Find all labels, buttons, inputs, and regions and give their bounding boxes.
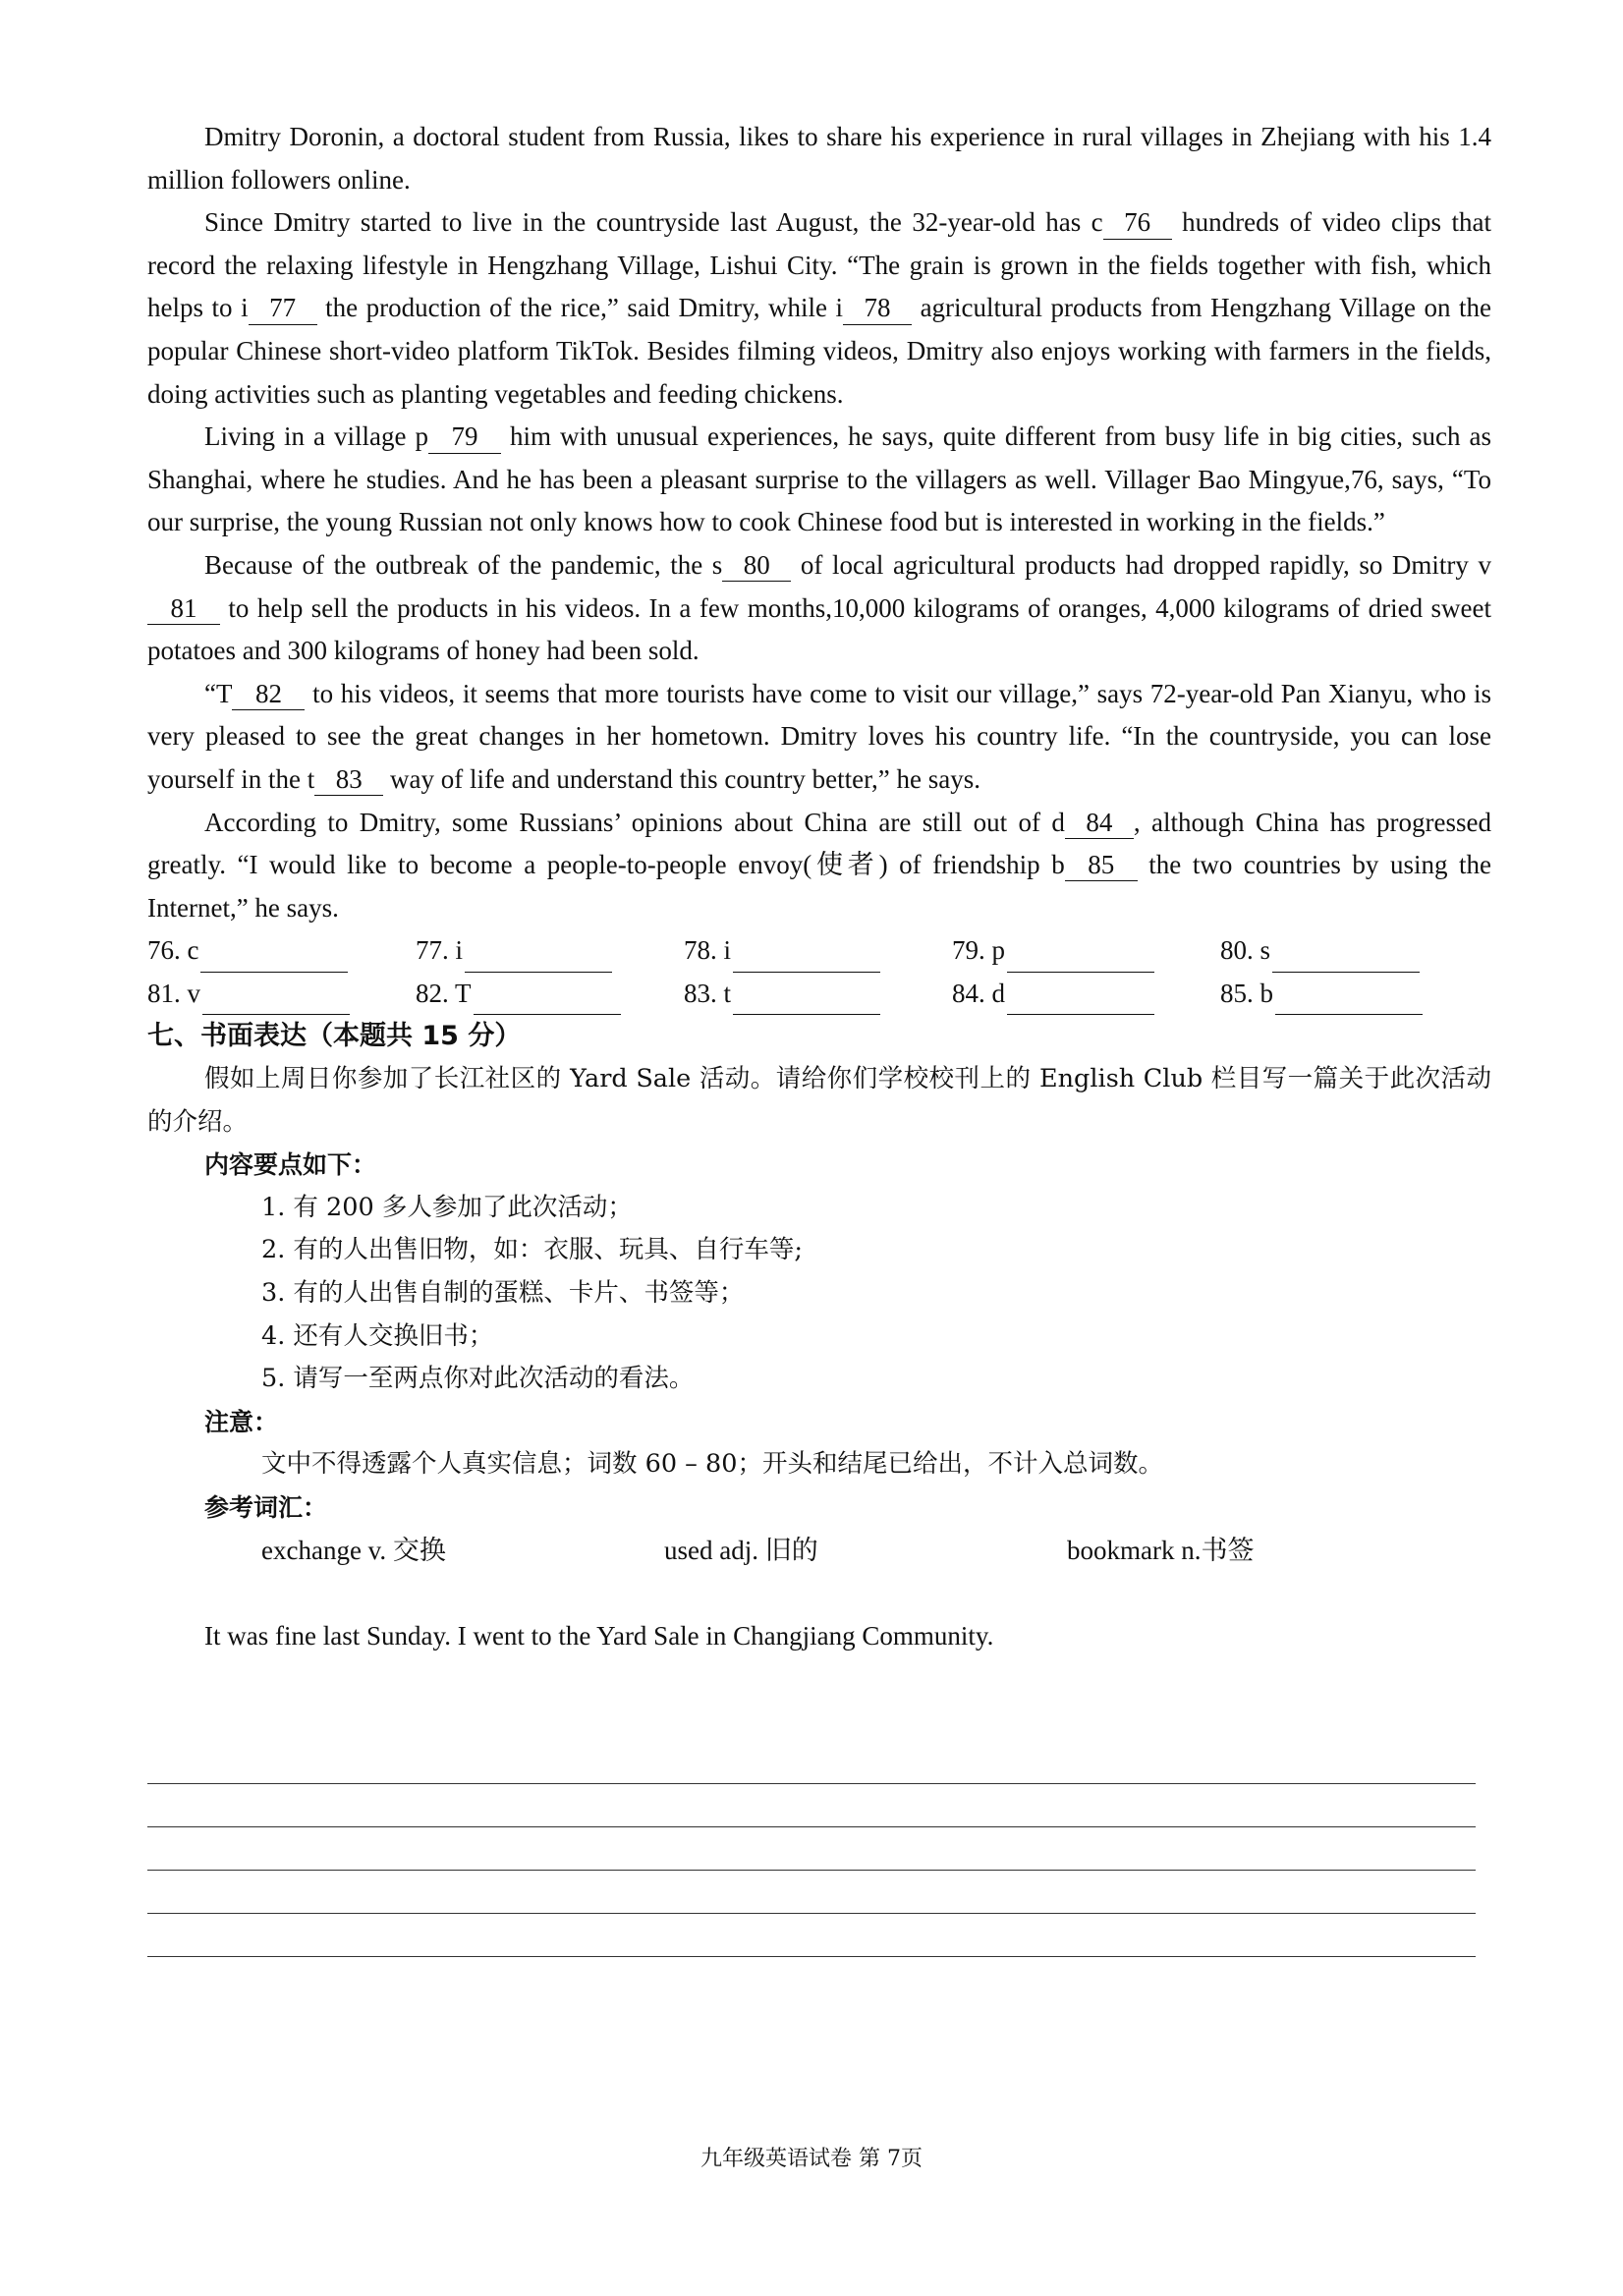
answer-slot	[952, 929, 1220, 973]
writing-line[interactable]	[147, 1870, 1476, 1871]
vocab-item: exchange v. 交换	[261, 1535, 446, 1565]
writing-line[interactable]	[147, 1956, 1476, 1957]
paragraph-text: him with unusual experiences, he says, quite different from busy life in big cities, such as Shanghai, where he studies. And he has been a pleasant surprise to the villagers as well. Villager Bao Mingyue,76, says, “To our surprise, the young Russian not only knows how to cook Chinese food but is interested in working in the fields.”	[147, 421, 1492, 537]
blank-81: 81	[147, 592, 220, 625]
paragraph-2	[147, 201, 1491, 416]
answer-slot	[952, 973, 1220, 1016]
paragraph-text: the production of the rice,” said Dmitry, while i	[316, 293, 844, 323]
writing-line[interactable]	[147, 1826, 1476, 1827]
answer-label: 85. b	[1220, 978, 1273, 1008]
paragraph-5	[147, 673, 1491, 802]
answer-slot	[147, 929, 416, 973]
answer-input[interactable]	[465, 942, 612, 973]
writing-line[interactable]	[147, 1783, 1476, 1784]
answer-slot	[684, 973, 952, 1016]
answer-slot	[416, 973, 684, 1016]
paragraph-text: , although China has progressed greatly. “I would like to become a people-to-people envoy(使者) of friendship b	[147, 807, 1492, 880]
answer-slot	[147, 973, 416, 1016]
answer-label: 80. s	[1220, 935, 1271, 966]
answer-input[interactable]	[733, 984, 880, 1015]
blank-85: 85	[1065, 849, 1138, 881]
answer-input[interactable]	[1272, 942, 1420, 973]
paragraph-text: to his videos, it seems that more tourists have come to visit our village,” says 72-year-old Pan Xianyu, who is very pleased to see the great changes in her hometown. Dmitry loves his country life. “In the countryside, you can lose yourself in the t	[147, 678, 1491, 794]
answer-slot	[416, 929, 684, 973]
paragraph-1	[147, 116, 1491, 201]
answer-input[interactable]	[1275, 984, 1423, 1015]
answer-input[interactable]	[200, 942, 348, 973]
opening-sentence: It was fine last Sunday. I went to the Yard Sale in Changjiang Community.	[204, 1620, 994, 1651]
vocab-item: used adj. 旧的	[664, 1535, 818, 1565]
vocab-title: 参考词汇：	[204, 1493, 328, 1522]
answer-input[interactable]	[733, 942, 880, 973]
note-text: 文中不得透露个人真实信息；词数 60 – 80；开头和结尾已给出，不计入总词数。	[261, 1449, 1163, 1480]
answer-label: 81. v	[147, 978, 200, 1008]
answer-label: 78. i	[684, 935, 732, 966]
answer-slot	[1220, 929, 1488, 973]
paragraph-text: agricultural products from Hengzhang Village on the popular Chinese short-video platform TikTok. Besides filming videos, Dmitry also enjoys working with farmers in the fields, doing activities such as planting vegetables and feeding chickens.	[147, 293, 1491, 409]
blank-82: 82	[232, 678, 305, 710]
paragraph-6	[147, 802, 1491, 930]
paragraph-text: Because of the outbreak of the pandemic, the s	[204, 549, 723, 580]
blank-76: 76	[1103, 206, 1172, 239]
blank-78: 78	[843, 292, 912, 324]
answer-input[interactable]	[1007, 942, 1154, 973]
paragraph-text: to help sell the products in his videos. In a few months,10,000 kilograms of oranges, 4,000 kilograms of dried sweet potatoes and 300 kilograms of honey had been sold.	[147, 592, 1491, 666]
paragraph-text: “T	[204, 678, 233, 708]
point-item: 5. 请写一至两点你对此次活动的看法。	[261, 1364, 695, 1394]
point-item: 2. 有的人出售旧物，如：衣服、玩具、自行车等;	[261, 1235, 804, 1265]
section-heading: 七、书面表达（本题共 15 分）	[147, 1021, 522, 1052]
answer-slot	[684, 929, 952, 973]
page-footer: 九年级英语试卷 第 7页	[700, 2147, 923, 2171]
writing-line[interactable]	[147, 1913, 1476, 1914]
blank-77: 77	[249, 292, 317, 324]
note-title: 注意：	[204, 1407, 279, 1436]
paragraph-text: According to Dmitry, some Russians’ opinions about China are still out of d	[204, 807, 1065, 837]
answer-label: 76. c	[147, 935, 199, 966]
blank-84: 84	[1065, 807, 1134, 839]
writing-prompt: 假如上周日你参加了长江社区的 Yard Sale 活动。请给你们学校校刊上的 English Club 栏目写一篇关于此次活动的介绍。	[147, 1064, 1491, 1137]
paragraph-4	[147, 544, 1491, 673]
point-item: 4. 还有人交换旧书；	[261, 1320, 494, 1351]
answer-row-1	[147, 929, 1491, 973]
answer-label: 77. i	[416, 935, 464, 966]
answer-label: 83. t	[684, 978, 732, 1008]
paragraph-text: hundreds of video clips that record the relaxing lifestyle in Hengzhang Village, Lishui City. “The grain is grown in the fields together with fish, which helps to i	[147, 207, 1491, 323]
paragraph-3	[147, 416, 1491, 544]
answer-input[interactable]	[474, 984, 621, 1015]
paragraph-text: Living in a village p	[204, 421, 428, 452]
vocab-list	[147, 1530, 1491, 1573]
answer-label: 84. d	[952, 978, 1005, 1008]
answer-label: 82. T	[416, 978, 472, 1008]
blank-79: 79	[428, 420, 501, 453]
blank-80: 80	[722, 549, 791, 582]
paragraph-text: Since Dmitry started to live in the countryside last August, the 32-year-old has c	[204, 207, 1103, 238]
vocab-item: bookmark n.书签	[1067, 1535, 1255, 1565]
paragraph-text: of local agricultural products had dropped rapidly, so Dmitry v	[791, 549, 1491, 580]
answer-input[interactable]	[1007, 984, 1154, 1015]
answer-row-2	[147, 973, 1491, 1016]
answer-slot	[1220, 973, 1488, 1016]
answer-input[interactable]	[202, 984, 350, 1015]
answer-label: 79. p	[952, 935, 1005, 966]
point-item: 3. 有的人出售自制的蛋糕、卡片、书签等；	[261, 1278, 745, 1309]
points-title: 内容要点如下：	[204, 1150, 377, 1180]
paragraph-text: the two countries by using the Internet,” he says.	[147, 850, 1492, 923]
paragraph-text: way of life and understand this country better,” he says.	[383, 763, 980, 794]
exam-page	[147, 116, 1491, 1657]
blank-83: 83	[314, 763, 383, 796]
paragraph-text: Dmitry Doronin, a doctoral student from Russia, likes to share his experience in rural villages in Zhejiang with his 1.4 million followers online.	[147, 122, 1491, 195]
point-item: 1. 有 200 多人参加了此次活动；	[261, 1192, 633, 1222]
